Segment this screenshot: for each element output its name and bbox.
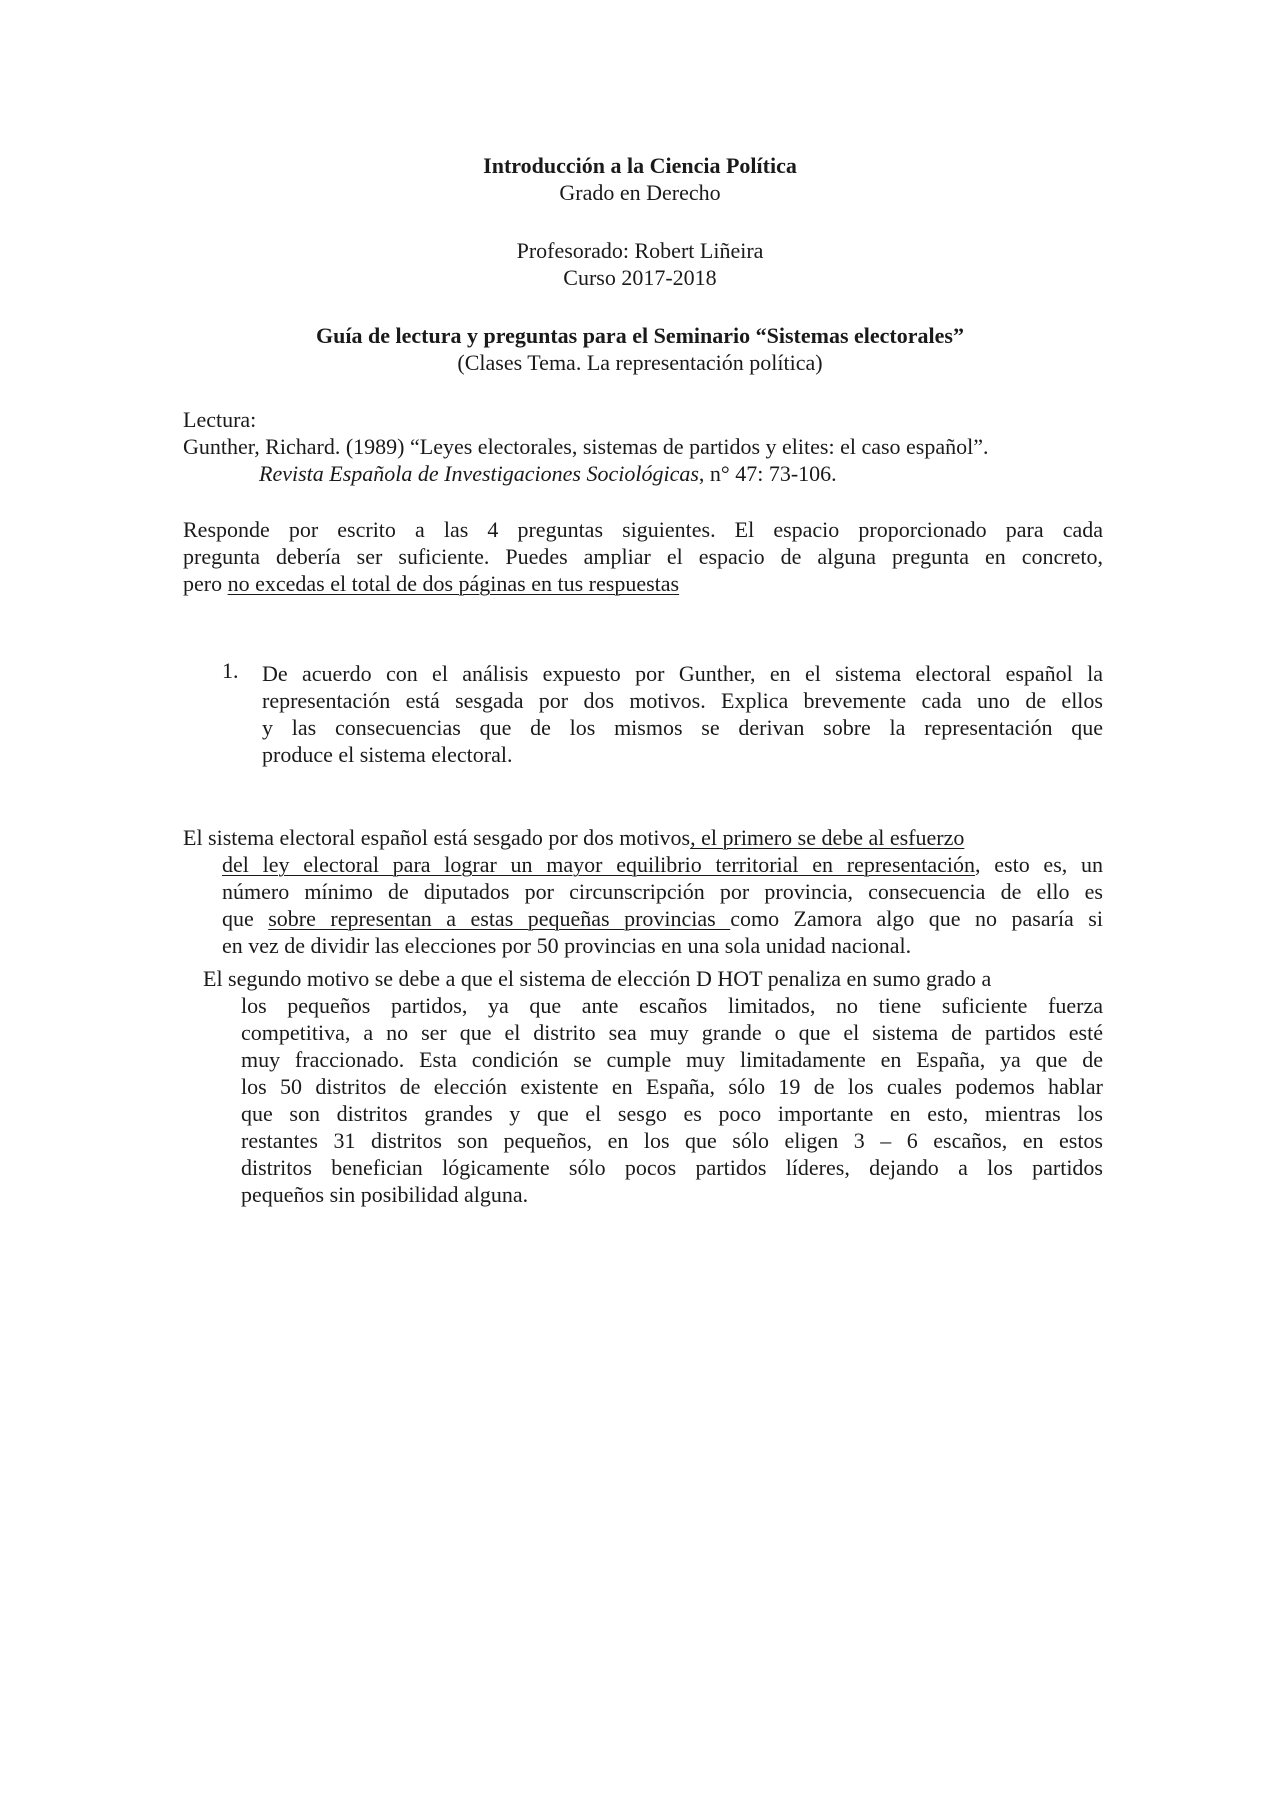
journal-issue: , n° 47: 73-106. [698, 461, 837, 486]
question-line-3: y las consecuencias que de los mismos se derivan sobre la representación que [262, 715, 1103, 740]
academic-year: Curso 2017-2018 [563, 265, 717, 290]
degree-name: Grado en Derecho [559, 180, 721, 205]
journal-name: Revista Española de Investigaciones Sociológicas [259, 461, 699, 486]
answer-1-text-c: que [222, 906, 269, 931]
answer-2-line: que son distritos grandes y que el sesgo es poco importante en esto, mientras los [241, 1101, 1103, 1126]
reading-section [183, 406, 1103, 487]
answer-1-text-d: como Zamora algo que no pasaría si [730, 906, 1103, 931]
reading-citation: Gunther, Richard. (1989) “Leyes electorales, sistemas de partidos y elites: el caso español”. [183, 434, 989, 459]
answer-2-line: restantes 31 distritos son pequeños, en los que sólo eligen 3 – 6 escaños, en estos [241, 1128, 1103, 1153]
reading-label: Lectura: [183, 407, 257, 432]
question-text [262, 660, 1103, 768]
answer-1-line-1 [183, 824, 1103, 851]
answer-2-line-1 [203, 965, 1103, 992]
answer-2-line: muy fraccionado. Esta condición se cumple muy limitadamente en España, ya que de [241, 1047, 1103, 1072]
answer-2-line: los 50 distritos de elección existente en España, sólo 19 de los cuales podemos hablar [241, 1074, 1103, 1099]
faculty-line: Profesorado: Robert Liñeira [516, 238, 764, 263]
instructions-paragraph [183, 516, 1103, 597]
question-line-4: produce el sistema electoral. [262, 742, 513, 767]
answer-1-underline-b: del ley electoral para lograr un mayor equilibrio territorial en representación [222, 852, 976, 877]
question-line-1: De acuerdo con el análisis expuesto por Gunther, en el sistema electoral español la [262, 661, 1103, 686]
instructions-line-3 [183, 570, 1103, 597]
guide-subtitle: (Clases Tema. La representación política) [457, 350, 823, 375]
answer-2-last-line: pequeños sin posibilidad alguna. [241, 1182, 529, 1207]
course-title: Introducción a la Ciencia Política [483, 153, 797, 178]
reading-journal-line [183, 460, 1103, 487]
answer-2-line: distritos benefician lógicamente sólo pocos partidos líderes, dejando a los partidos [241, 1155, 1103, 1180]
answer-1-text-a: El sistema electoral español está sesgado por dos motivos [183, 825, 691, 850]
page-limit-note: no excedas el total de dos páginas en tus respuestas [227, 571, 680, 596]
answer-1-line-2 [222, 851, 1103, 878]
answer-1-text-b: , esto es, un [975, 852, 1103, 877]
answer-2-first-line: El segundo motivo se debe a que el sistema de elección D HOT penaliza en sumo grado a [203, 966, 992, 991]
question-line-2: representación está sesgada por dos motivos. Explica brevemente cada uno de ellos [262, 688, 1103, 713]
answer-1-underline-c: sobre representan a estas pequeñas provincias [268, 906, 731, 931]
question-number: 1. [222, 658, 239, 683]
answer-1-line-5: en vez de dividir las elecciones por 50 provincias en una sola unidad nacional. [222, 933, 912, 958]
answer-2-continuation [241, 992, 1103, 1208]
answer-1-underline-a: , el primero se debe al esfuerzo [690, 825, 965, 850]
answer-1-continuation [222, 851, 1103, 959]
answer-1-line-3: número mínimo de diputados por circunscripción por provincia, consecuencia de ello es [222, 879, 1103, 904]
answer-2-line: los pequeños partidos, ya que ante escaños limitados, no tiene suficiente fuerza [241, 993, 1103, 1018]
answer-1-line-4 [222, 905, 1103, 932]
instructions-line-1: Responde por escrito a las 4 preguntas siguientes. El espacio proporcionado para cada [183, 517, 1103, 542]
guide-title: Guía de lectura y preguntas para el Seminario “Sistemas electorales” [316, 323, 964, 348]
instructions-prefix: pero [183, 571, 228, 596]
answer-2-line: competitiva, a no ser que el distrito sea muy grande o que el sistema de partidos esté [241, 1020, 1103, 1045]
instructions-line-2: pregunta debería ser suficiente. Puedes ampliar el espacio de alguna pregunta en concreto, [183, 544, 1103, 569]
